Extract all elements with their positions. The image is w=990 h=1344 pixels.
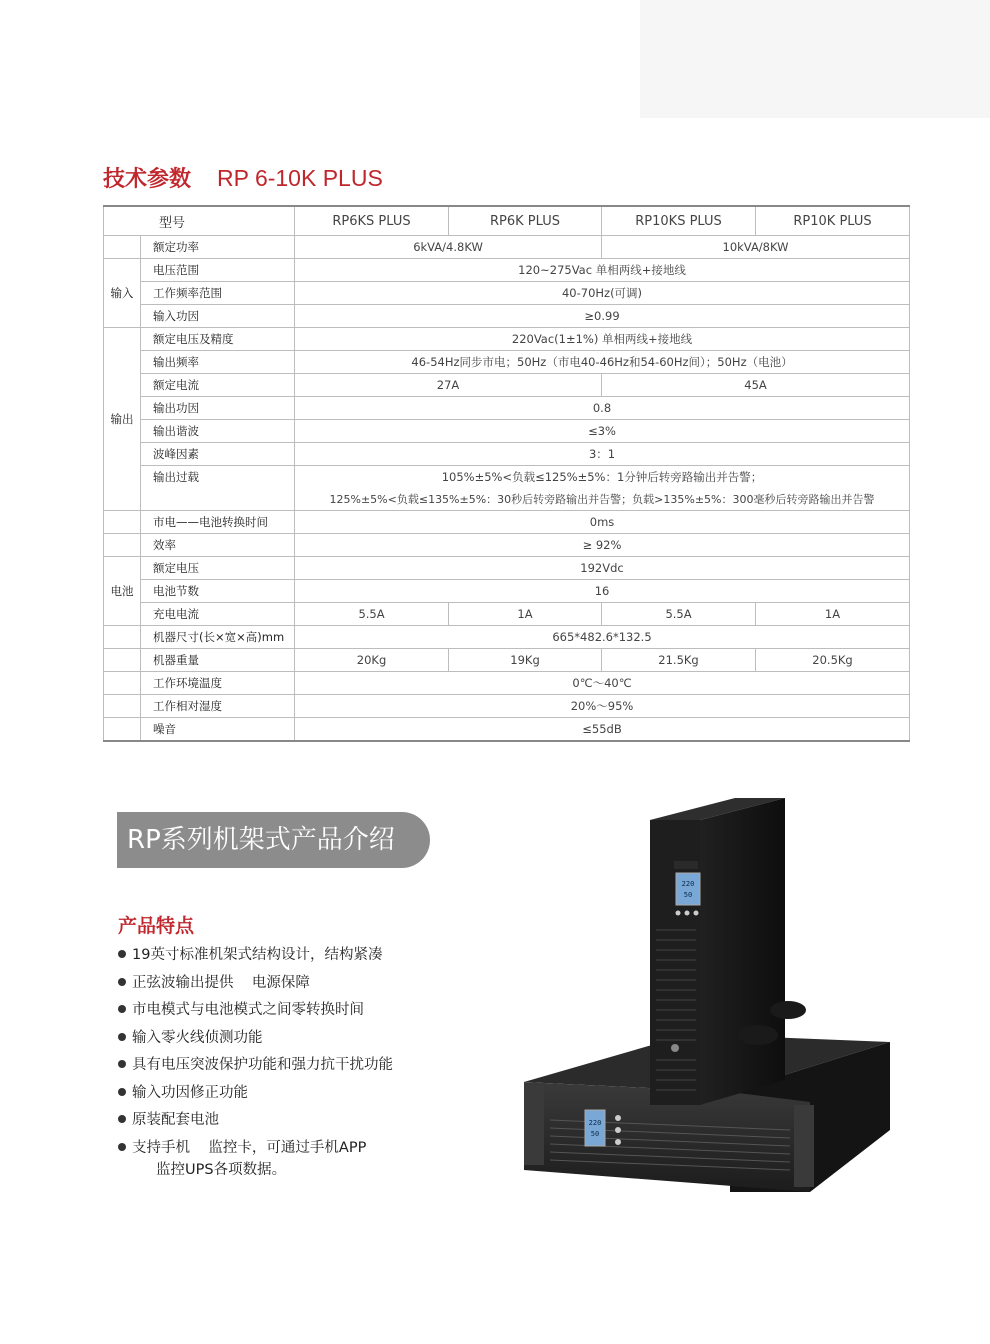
row-label: 额定电压 — [141, 557, 295, 580]
row-label: 输出频率 — [141, 351, 295, 374]
table-row — [104, 397, 910, 420]
feature-text: 输入功因修正功能 — [132, 1084, 248, 1101]
cell-value: 120~275Vac 单相两线+接地线 — [295, 259, 910, 282]
features-list — [118, 945, 418, 1165]
list-item — [118, 1055, 396, 1083]
table-row — [104, 649, 910, 672]
cell-value: 0ms — [295, 511, 910, 534]
tower-button-icon — [676, 911, 681, 916]
row-label: 输出谐波 — [141, 420, 295, 443]
bullet-icon — [118, 1005, 126, 1013]
table-row — [104, 236, 910, 259]
table-row — [104, 206, 910, 236]
table-row — [104, 466, 910, 489]
bullet-icon — [118, 1060, 126, 1068]
model-name: RP10KS PLUS — [602, 206, 756, 236]
feature-continuation: 监控UPS各项数据。 — [133, 1162, 287, 1178]
tower-leds — [674, 861, 698, 869]
row-label: 市电——电池转换时间 — [141, 511, 295, 534]
list-item — [118, 1028, 418, 1056]
cell-value: 665*482.6*132.5 — [295, 626, 910, 649]
bullet-icon — [118, 1033, 126, 1041]
row-label: 输出功因 — [141, 397, 295, 420]
feature-text: 具有电压突波保护功能和强力抗干扰功能 — [132, 1057, 393, 1073]
features-title: 产品特点 — [118, 915, 195, 937]
table-row — [104, 351, 910, 374]
row-label: 工作相对湿度 — [141, 695, 295, 718]
list-item — [118, 973, 418, 1001]
table-row — [104, 328, 910, 351]
rack-button-icon — [615, 1115, 621, 1121]
rack-ear-left — [524, 1085, 544, 1165]
title-model: RP 6-10K PLUS — [217, 165, 383, 191]
rack-ear-right — [794, 1105, 814, 1187]
cell-value: 125%±5%<负载≤135%±5%：30秒后转旁路输出并告警；负载>135%±5%：300毫秒后转旁路输出并告警 — [295, 488, 910, 511]
model-label: 型号 — [104, 206, 295, 236]
cell-value: 5.5A — [295, 603, 449, 626]
table-row — [104, 511, 910, 534]
feature-text: 支持手机 监控卡，可通过手机APP — [132, 1139, 367, 1156]
table-row — [104, 695, 910, 718]
cell-value: 1A — [756, 603, 910, 626]
cell-value: 192Vdc — [295, 557, 910, 580]
cell-value: ≤3% — [295, 420, 910, 443]
brand-logo-icon — [671, 1044, 679, 1052]
feature-text: 输入零火线侦测功能 — [132, 1029, 263, 1046]
table-row — [104, 580, 910, 603]
cell-value: 21.5Kg — [602, 649, 756, 672]
tower-lcd-text: 50 — [683, 891, 693, 899]
tower-stand-foot — [738, 1025, 778, 1045]
bullet-icon — [118, 1088, 126, 1096]
row-label: 工作频率范围 — [141, 282, 295, 305]
cell-value: 6kVA/4.8KW — [295, 236, 602, 259]
table-row — [104, 557, 910, 580]
row-label: 输入功因 — [141, 305, 295, 328]
cell-value: ≥0.99 — [295, 305, 910, 328]
model-name: RP6K PLUS — [449, 206, 602, 236]
bullet-icon — [118, 950, 126, 958]
intro-banner: RP系列机架式产品介绍 — [117, 812, 430, 868]
list-item — [118, 1083, 418, 1111]
row-label: 电池节数 — [141, 580, 295, 603]
row-label: 噪音 — [141, 718, 295, 742]
row-label: 波峰因素 — [141, 443, 295, 466]
table-row — [104, 672, 910, 695]
cell-value: 27A — [295, 374, 602, 397]
row-label: 充电电流 — [141, 603, 295, 626]
list-item — [118, 1000, 418, 1028]
section-title — [103, 162, 383, 193]
row-label: 效率 — [141, 534, 295, 557]
table-row — [104, 259, 910, 282]
rack-lcd-display — [585, 1110, 605, 1146]
table-row — [104, 420, 910, 443]
tower-lcd-text: 220 — [681, 880, 695, 888]
bullet-icon — [118, 1115, 126, 1123]
tower-stand-foot — [770, 1001, 806, 1019]
group-label: 输出 — [104, 328, 141, 511]
cell-value: 40-70Hz(可调) — [295, 282, 910, 305]
group-label: 电池 — [104, 557, 141, 626]
cell-value: 45A — [602, 374, 910, 397]
table-row — [104, 603, 910, 626]
spec-table — [103, 205, 910, 742]
model-name: RP6KS PLUS — [295, 206, 449, 236]
cell-value: 1A — [449, 603, 602, 626]
feature-text: 正弦波输出提供 电源保障 — [132, 974, 310, 991]
table-row — [104, 626, 910, 649]
cell-value: 20Kg — [295, 649, 449, 672]
tower-button-icon — [694, 911, 699, 916]
cell-value: 16 — [295, 580, 910, 603]
cell-value: 220Vac(1±1%) 单相两线+接地线 — [295, 328, 910, 351]
rack-lcd-text: 50 — [590, 1130, 600, 1138]
corner-panel — [640, 0, 990, 118]
list-item — [118, 945, 418, 973]
model-name: RP10K PLUS — [756, 206, 910, 236]
table-row — [104, 443, 910, 466]
list-item — [118, 1110, 418, 1138]
cell-value: 19Kg — [449, 649, 602, 672]
row-label: 工作环境温度 — [141, 672, 295, 695]
cell-value: 20%～95% — [295, 695, 910, 718]
cell-value: 5.5A — [602, 603, 756, 626]
cell-value: ≥ 92% — [295, 534, 910, 557]
cell-value: 0.8 — [295, 397, 910, 420]
row-label: 电压范围 — [141, 259, 295, 282]
rack-button-icon — [615, 1127, 621, 1133]
table-row — [104, 305, 910, 328]
row-label: 额定电压及精度 — [141, 328, 295, 351]
ups-product-image — [510, 780, 900, 1200]
cell-value: 3：1 — [295, 443, 910, 466]
bullet-icon — [118, 1143, 126, 1151]
table-row — [104, 282, 910, 305]
row-label: 额定功率 — [141, 236, 295, 259]
cell-value: 105%±5%<负载≤125%±5%：1分钟后转旁路输出并告警； — [295, 466, 910, 489]
cell-value: 10kVA/8KW — [602, 236, 910, 259]
row-label: 额定电流 — [141, 374, 295, 397]
row-label: 机器尺寸(长×宽×高)mm — [141, 626, 295, 649]
table-row — [104, 534, 910, 557]
cell-value: ≤55dB — [295, 718, 910, 742]
feature-text: 原装配套电池 — [132, 1112, 219, 1128]
rack-button-icon — [615, 1139, 621, 1145]
cell-value: 0℃～40℃ — [295, 672, 910, 695]
title-text: 技术参数 — [103, 167, 192, 192]
feature-text: 19英寸标准机架式结构设计，结构紧凑 — [132, 947, 383, 963]
tower-lcd-display — [676, 873, 700, 905]
table-row — [104, 718, 910, 742]
bullet-icon — [118, 978, 126, 986]
rack-lcd-text: 220 — [588, 1119, 602, 1127]
group-label: 输入 — [104, 259, 141, 328]
cell-value: 46-54Hz同步市电；50Hz（市电40-46Hz和54-60Hz间）；50Hz（电池） — [295, 351, 910, 374]
table-row — [104, 374, 910, 397]
feature-text: 市电模式与电池模式之间零转换时间 — [132, 1002, 364, 1018]
tower-button-icon — [685, 911, 690, 916]
tower-side — [700, 798, 785, 1105]
cell-value: 20.5Kg — [756, 649, 910, 672]
row-label: 机器重量 — [141, 649, 295, 672]
row-label: 输出过载 — [141, 466, 295, 511]
